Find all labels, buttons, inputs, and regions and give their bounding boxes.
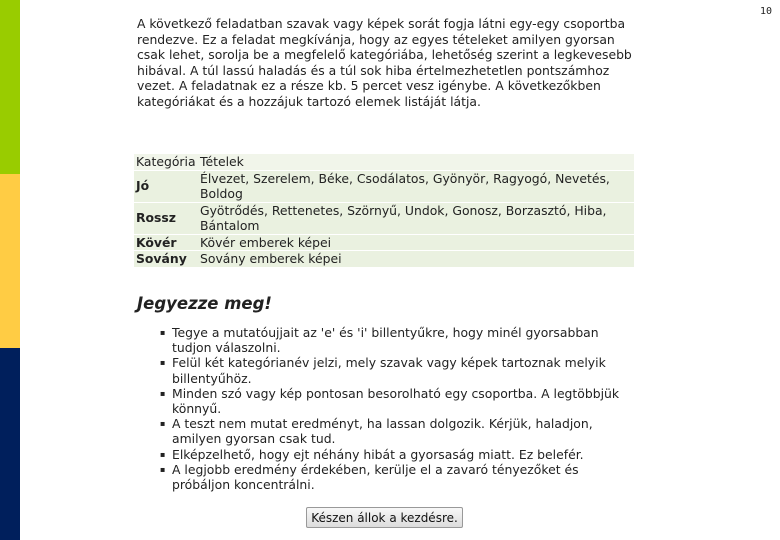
header-category: Kategória [134, 154, 198, 170]
list-item: ▪ A teszt nem mutat eredményt, ha lassan dolgozik. Kérjük, haladjon, amilyen gyorsan csak tud. [160, 416, 640, 446]
items-cell: Kövér emberek képei [198, 235, 634, 251]
category-cell: Kövér [134, 235, 198, 251]
start-button[interactable]: Készen állok a kezdésre. [306, 507, 463, 528]
intro-text: A következő feladatban szavak vagy képek sorát fogja látni egy-egy csoportba rendezve. Ez a feladat megkívánja, hogy az egyes tételeket amilyen gyorsan csak lehet, sorolja be a megfelelő kategóriába, lehetőség szerint a legkevesebb hibával. A túl lassú haladás és a túl sok hiba értelmezhetetlen pontszámhoz vezet. A feladatnak ez a része kb. 5 percet vesz igénybe. A következőkben kategóriákat és a hozzájuk tartozó elemek listáját látja. [137, 16, 632, 109]
category-cell: Rossz [134, 203, 198, 234]
table-row [134, 251, 634, 267]
decor-bar-yellow [0, 174, 20, 348]
header-items: Tételek [198, 154, 634, 170]
page-number: 10 [759, 6, 772, 17]
category-cell: Jó [134, 171, 198, 202]
table-row [134, 171, 634, 202]
items-cell: Élvezet, Szerelem, Béke, Csodálatos, Gyönyör, Ragyogó, Nevetés, Boldog [198, 171, 634, 202]
note-title: Jegyezze meg! [137, 294, 272, 313]
decor-bar-green [0, 0, 20, 174]
category-cell: Sovány [134, 251, 198, 267]
category-table [134, 153, 634, 268]
items-cell: Gyötrődés, Rettenetes, Szörnyű, Undok, Gonosz, Borzasztó, Hiba, Bántalom [198, 203, 634, 234]
list-item: ▪ Felül két kategórianév jelzi, mely szavak vagy képek tartoznak melyik billentyűhöz. [160, 355, 640, 385]
table-row [134, 203, 634, 234]
table-header-row [134, 154, 634, 170]
items-cell: Sovány emberek képei [198, 251, 634, 267]
list-item: ▪ Tegye a mutatóujjait az 'e' és 'i' billentyűkre, hogy minél gyorsabban tudjon válaszolni. [160, 325, 640, 355]
list-item: ▪ A legjobb eredmény érdekében, kerülje el a zavaró tényezőket és próbáljon koncentrálni. [160, 462, 640, 492]
list-item: ▪ Minden szó vagy kép pontosan besorolható egy csoportba. A legtöbbjük könnyű. [160, 386, 640, 416]
table-row [134, 235, 634, 251]
list-item: ▪ Elképzelhető, hogy ejt néhány hibát a gyorsaság miatt. Ez belefér. [160, 447, 640, 462]
decor-bar-navy [0, 348, 20, 540]
notes-list [160, 325, 640, 492]
